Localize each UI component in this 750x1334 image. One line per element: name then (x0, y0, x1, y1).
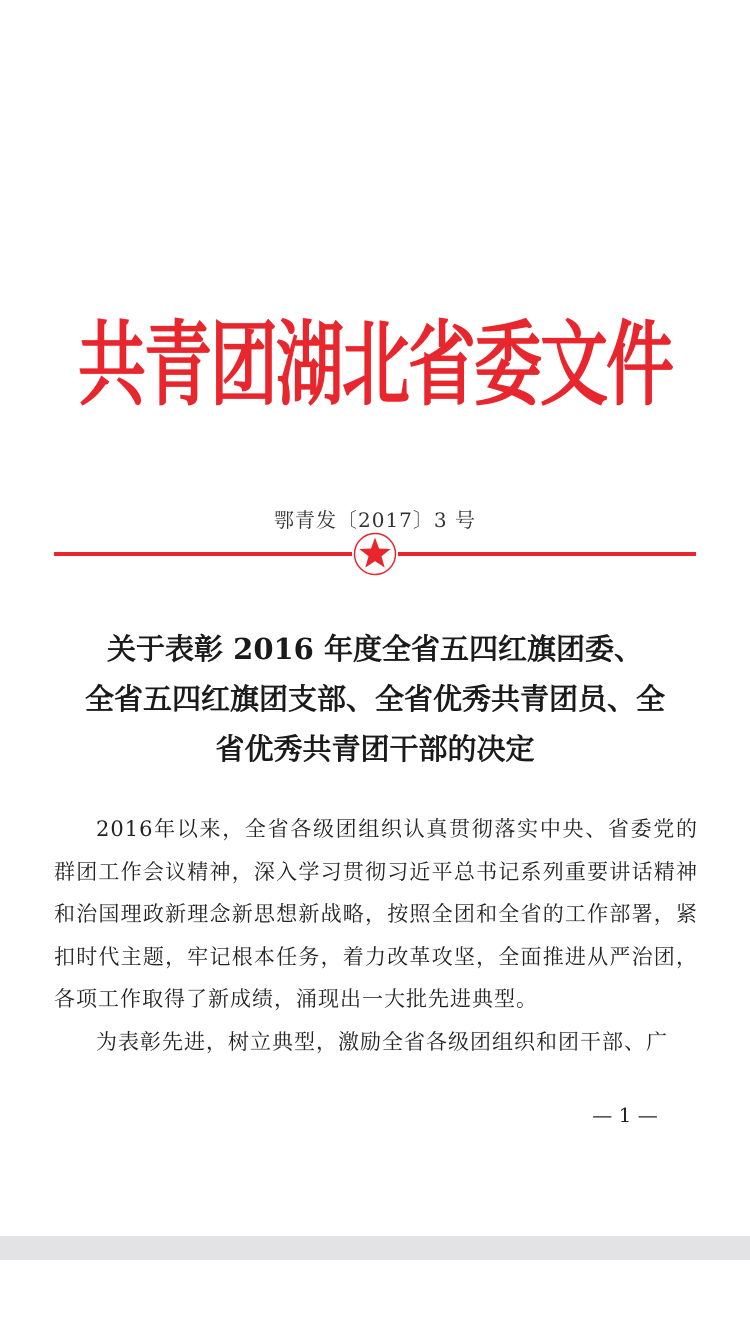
document-body (54, 808, 698, 1063)
document-number: 鄂青发〔2017〕3 号 (274, 508, 476, 532)
red-divider-right (398, 552, 696, 556)
page-number: — 1 — (592, 1103, 658, 1127)
red-divider-left (54, 552, 352, 556)
title-line: 全省五四红旗团支部、全省优秀共青团员、全 (84, 682, 665, 716)
body-paragraph: 2016年以来，全省各级团组织认真贯彻落实中央、省委党的群团工作会议精神，深入学习贯彻习近平总书记系列重要讲话精神和治国理政新理念新思想新战略，按照全团和全省的工作部署，紧扣时代主题，牢记根本任务，着力改革攻坚，全面推进从严治团，各项工作取得了新成绩，涌现出一大批先进典型。 (54, 817, 698, 1011)
page-separator-bar (0, 1236, 750, 1260)
next-page-area (0, 1260, 750, 1334)
title-line: 关于表彰 2016 年度全省五四红旗团委、 (107, 632, 643, 666)
body-paragraph: 为表彰先进，树立典型，激励全省各级团组织和团干部、广 (96, 1029, 668, 1054)
title-line: 省优秀共青团干部的决定 (215, 732, 535, 766)
issuing-org-title: 共青团湖北省委文件 (77, 313, 672, 420)
red-star-icon (353, 532, 397, 576)
document-title (40, 624, 710, 774)
